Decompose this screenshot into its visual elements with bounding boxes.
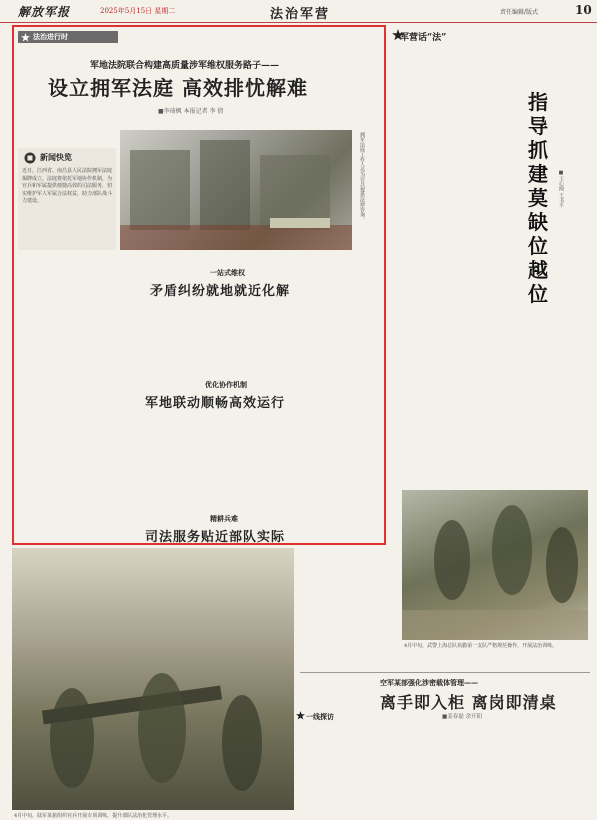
date-line: 2025年5月15日 星期二: [100, 7, 176, 15]
bottom-body-text: [300, 726, 590, 816]
subsection-title: 矛盾纠纷就地就近化解: [150, 284, 291, 299]
sidebar-section-title: 军营话“法”: [400, 33, 447, 43]
sidebar-body-text: [397, 50, 527, 350]
section-title: 法治军营: [270, 7, 331, 22]
equipment-photo: [12, 548, 294, 810]
sidebar-body-text: [530, 355, 590, 495]
bottom-headline: 离手即入柜 离岗即清桌: [380, 693, 557, 712]
subsection-title: 司法服务贴近部队实际: [145, 530, 286, 545]
newspaper-logo: 解放军报: [18, 5, 71, 19]
body-text-column: [18, 258, 122, 540]
news-brief-title: 新闻快览: [40, 152, 72, 162]
divider: [300, 672, 590, 673]
bottom-kicker: 空军某部强化涉密载体管理——: [380, 678, 478, 687]
article-byline: ■李琦枫 本报记者 李 倩: [158, 108, 224, 115]
bottom-tag: 一线探访: [306, 712, 334, 721]
body-text-column: [128, 302, 378, 374]
equipment-photo-caption: 4月中旬，陆军某旅组织官兵开展专项训练，提升部队法治化管理水平。: [14, 813, 173, 819]
sidebar-vertical-byline: ■王心刚 王书平: [558, 170, 564, 208]
training-photo: [402, 490, 588, 640]
training-photo-caption: 4月中旬，武警上海总队执勤第一支队严格规范操作，开展法治训练。: [404, 643, 558, 649]
news-icon: [24, 152, 36, 164]
subsection-title: 军地联动顺畅高效运行: [145, 396, 286, 411]
court-photo: [120, 130, 352, 250]
court-photo-caption: 拥军法庭工作人员为官兵提供法律咨询。: [359, 132, 365, 222]
subsection-tag: 精耕兵难: [210, 514, 238, 523]
star-icon: [21, 33, 30, 42]
article-tag: 法治进行时: [33, 32, 68, 41]
page-number: 10: [575, 3, 592, 17]
editor-credit: 责任编辑/版式: [500, 9, 539, 16]
news-brief-body: 近日，江西省、南昌县人民法院拥军法庭揭牌成立。法庭将依托军地协作机制，为官兵和军属提供便捷高效的司法服务，切实维护军人军属合法权益，助力部队战斗力建设。: [22, 168, 113, 204]
bottom-byline: ■姜春磊 余开阳: [442, 714, 482, 720]
sidebar-vertical-headline: 指导抓建莫缺位越位: [528, 90, 548, 306]
article-kicker: 军地法院联合构建高质量涉军维权服务路子——: [90, 61, 280, 71]
article-headline: 设立拥军法庭 高效排忧解难: [48, 76, 308, 100]
subsection-tag: 优化协作机制: [205, 380, 247, 389]
subsection-tag: 一站式维权: [210, 268, 245, 277]
star-icon: [296, 711, 305, 720]
body-text-column: [128, 414, 378, 512]
